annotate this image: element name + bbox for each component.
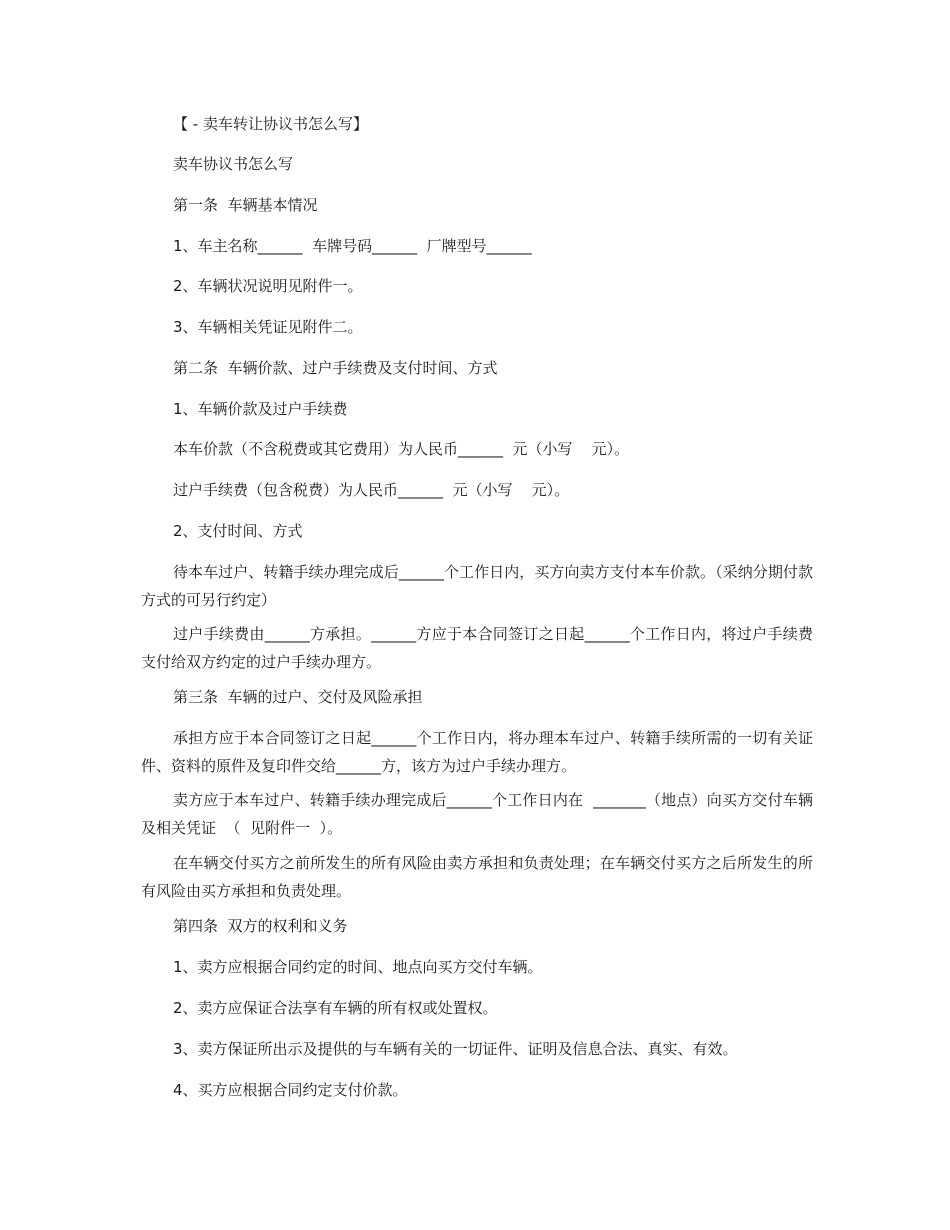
article-2-item-1: 1、车辆价款及过户手续费 bbox=[173, 400, 348, 418]
article-4-item-4: 4、买方应根据合同约定支付价款。 bbox=[173, 1081, 408, 1099]
article-4-item-1: 1、卖方应根据合同约定的时间、地点向买方交付车辆。 bbox=[173, 958, 543, 976]
document-subtitle: 卖车协议书怎么写 bbox=[173, 155, 294, 173]
article-3-heading: 第三条 车辆的过户、交付及风险承担 bbox=[173, 688, 423, 706]
article-3-paragraph-1: 承担方应于本合同签订之日起______个工作日内，将办理本车过户、转籍手续所需的一切有关证件、资料的原件及复印件交给______方，该方为过户手续办理方。 bbox=[141, 729, 813, 775]
article-1-item-3: 3、车辆相关凭证见附件二。 bbox=[173, 318, 363, 336]
article-2-item-2: 2、支付时间、方式 bbox=[173, 522, 303, 540]
article-2-heading: 第二条 车辆价款、过户手续费及支付时间、方式 bbox=[173, 359, 498, 377]
article-1-heading: 第一条 车辆基本情况 bbox=[173, 196, 318, 214]
article-2-paragraph-2: 过户手续费由______方承担。______方应于本合同签订之日起______个工作日内，将过户手续费支付给双方约定的过户手续办理方。 bbox=[141, 625, 813, 671]
article-2-fee: 过户手续费（包含税费）为人民币______ 元（小写 元）。 bbox=[173, 481, 570, 499]
article-2-price: 本车价款（不含税费或其它费用）为人民币______ 元（小写 元）。 bbox=[173, 440, 630, 458]
article-3-paragraph-2: 卖方应于本车过户、转籍手续办理完成后______个工作日内在 _______（地点）向买方交付车辆及相关凭证 （ 见附件一 ）。 bbox=[141, 791, 813, 837]
article-3-paragraph-3: 在车辆交付买方之前所发生的所有风险由卖方承担和负责处理；在车辆交付买方之后所发生的所有风险由买方承担和负责处理。 bbox=[141, 854, 813, 900]
article-1-item-2: 2、车辆状况说明见附件一。 bbox=[173, 277, 363, 295]
article-1-item-1: 1、车主名称______ 车牌号码______ 厂牌型号______ bbox=[173, 237, 532, 255]
article-4-item-3: 3、卖方保证所出示及提供的与车辆有关的一切证件、证明及信息合法、真实、有效。 bbox=[173, 1040, 738, 1058]
article-4-heading: 第四条 双方的权利和义务 bbox=[173, 917, 348, 935]
article-4-item-2: 2、卖方应保证合法享有车辆的所有权或处置权。 bbox=[173, 999, 498, 1017]
article-2-paragraph-1: 待本车过户、转籍手续办理完成后______个工作日内，买方向卖方支付本车价款。（采纳分期付款方式的可另行约定） bbox=[141, 563, 813, 609]
document-title: 【 - 卖车转让协议书怎么写】 bbox=[173, 115, 368, 133]
